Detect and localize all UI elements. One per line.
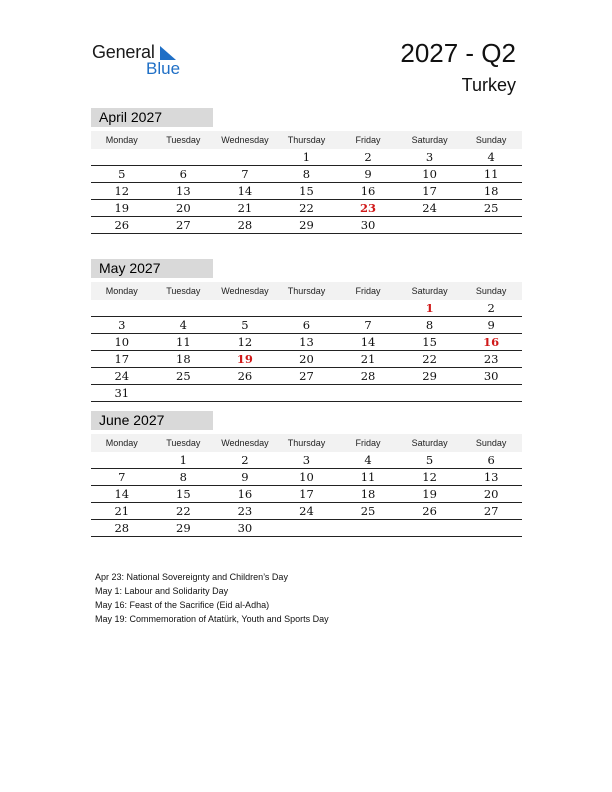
day-cell: 13	[299, 335, 314, 349]
day-cell: 4	[487, 150, 495, 164]
week-row	[91, 351, 522, 368]
weekday-label: Wednesday	[221, 438, 269, 448]
day-cell: 23	[483, 352, 499, 366]
month-may	[91, 259, 522, 402]
holiday-day-cell: 19	[236, 352, 253, 366]
logo-text-general: General	[92, 42, 155, 62]
weekday-label: Sunday	[475, 135, 507, 145]
holiday-day-cell: 1	[425, 301, 434, 315]
weekday-label: Monday	[105, 438, 138, 448]
day-cell: 26	[422, 504, 437, 518]
day-cell: 27	[483, 504, 499, 518]
weekday-label: Monday	[105, 135, 138, 145]
day-cell: 12	[422, 470, 437, 484]
day-cell	[337, 300, 399, 316]
day-cell: 24	[114, 369, 130, 383]
month-name: June 2027	[91, 411, 213, 430]
day-cell: 25	[483, 201, 499, 215]
day-cell	[214, 385, 276, 401]
day-cell: 31	[114, 386, 130, 400]
weekday-header-row	[91, 282, 522, 300]
weekday-label: Thursday	[287, 135, 326, 145]
weekday-label: Tuesday	[166, 286, 201, 296]
day-cell	[399, 217, 461, 233]
weekday-label: Wednesday	[221, 286, 269, 296]
day-cell: 25	[360, 504, 376, 518]
day-cell: 7	[241, 167, 249, 181]
day-cell	[460, 520, 522, 536]
day-cell: 18	[483, 184, 499, 198]
day-cell: 23	[237, 504, 253, 518]
week-row	[91, 520, 522, 537]
logo-triangle-icon	[160, 46, 176, 60]
month-name: May 2027	[91, 259, 213, 278]
weekday-label: Monday	[105, 286, 138, 296]
day-cell	[337, 385, 399, 401]
day-cell: 27	[299, 369, 314, 383]
holiday-notes	[95, 570, 329, 626]
day-cell: 28	[360, 369, 376, 383]
day-cell: 14	[114, 487, 130, 501]
day-cell: 17	[114, 352, 130, 366]
weekday-label: Thursday	[287, 286, 326, 296]
day-cell: 11	[360, 470, 376, 484]
day-cell: 24	[299, 504, 314, 518]
month-april	[91, 108, 522, 234]
day-cell: 18	[176, 352, 191, 366]
day-cell: 27	[176, 218, 191, 232]
day-cell	[153, 149, 215, 165]
day-cell	[214, 300, 276, 316]
day-cell: 5	[241, 318, 249, 332]
month-name: April 2027	[91, 108, 213, 127]
holiday-note: May 16: Feast of the Sacrifice (Eid al-Adha)	[95, 600, 270, 610]
day-cell: 8	[179, 470, 187, 484]
day-cell	[399, 385, 461, 401]
day-cell: 28	[114, 521, 130, 535]
day-cell: 11	[483, 167, 499, 181]
holiday-note: May 19: Commemoration of Atatürk, Youth and Sports Day	[95, 614, 329, 624]
day-cell: 1	[179, 453, 187, 467]
day-cell: 29	[176, 521, 191, 535]
day-cell: 13	[483, 470, 499, 484]
day-cell: 10	[422, 167, 437, 181]
page-title: 2027 - Q2	[400, 38, 516, 68]
day-cell	[153, 300, 215, 316]
day-cell	[399, 520, 461, 536]
day-cell: 17	[422, 184, 437, 198]
day-cell	[276, 520, 338, 536]
weekday-label: Thursday	[287, 438, 326, 448]
day-cell	[91, 149, 153, 165]
logo-text-blue: Blue	[146, 59, 181, 78]
weekday-label: Saturday	[411, 286, 448, 296]
week-row	[91, 200, 522, 217]
day-cell: 5	[425, 453, 434, 467]
day-cell: 6	[302, 318, 311, 332]
week-row	[91, 149, 522, 166]
day-cell: 14	[237, 184, 253, 198]
day-cell: 26	[114, 218, 130, 232]
weekday-label: Saturday	[411, 135, 448, 145]
day-cell: 30	[483, 369, 499, 383]
weekday-header-row	[91, 131, 522, 149]
weekday-label: Friday	[355, 438, 381, 448]
day-cell: 21	[114, 504, 130, 518]
weekday-label: Tuesday	[166, 438, 201, 448]
day-cell: 3	[425, 150, 434, 164]
day-cell: 1	[302, 150, 311, 164]
holiday-day-cell: 23	[360, 201, 377, 215]
day-cell: 2	[364, 150, 372, 164]
day-cell: 12	[237, 335, 253, 349]
day-cell: 20	[176, 201, 191, 215]
day-cell: 30	[360, 218, 376, 232]
day-cell: 22	[422, 352, 437, 366]
day-cell: 8	[425, 318, 434, 332]
weekday-label: Wednesday	[221, 135, 269, 145]
week-row	[91, 486, 522, 503]
day-cell	[153, 385, 215, 401]
day-cell	[276, 300, 338, 316]
day-cell: 9	[487, 318, 495, 332]
day-cell: 13	[176, 184, 191, 198]
day-cell: 21	[360, 352, 376, 366]
month-june	[91, 411, 522, 537]
weekday-label: Sunday	[475, 286, 507, 296]
day-cell: 10	[299, 470, 314, 484]
day-cell	[276, 385, 338, 401]
holiday-note: Apr 23: National Sovereignty and Children’s Day	[95, 572, 288, 582]
day-cell: 6	[487, 453, 495, 467]
week-row	[91, 183, 522, 200]
weekday-label: Saturday	[411, 438, 448, 448]
day-cell: 21	[237, 201, 253, 215]
week-row	[91, 300, 522, 317]
day-cell	[460, 385, 522, 401]
day-cell: 30	[237, 521, 253, 535]
day-cell: 12	[114, 184, 130, 198]
day-cell: 24	[422, 201, 437, 215]
day-cell: 15	[299, 184, 314, 198]
weekday-label: Sunday	[475, 438, 507, 448]
day-cell: 9	[364, 167, 372, 181]
holiday-note: May 1: Labour and Solidarity Day	[95, 586, 229, 596]
day-cell: 9	[241, 470, 249, 484]
day-cell: 29	[299, 218, 314, 232]
day-cell: 15	[176, 487, 191, 501]
weekday-label: Friday	[355, 135, 381, 145]
day-cell	[91, 300, 153, 316]
day-cell: 19	[422, 487, 437, 501]
day-cell: 16	[237, 487, 253, 501]
holiday-day-cell: 16	[483, 335, 500, 349]
day-cell: 14	[360, 335, 376, 349]
day-cell: 7	[118, 470, 126, 484]
day-cell: 29	[422, 369, 437, 383]
day-cell: 4	[179, 318, 187, 332]
day-cell	[91, 452, 153, 468]
week-row	[91, 368, 522, 385]
day-cell: 11	[176, 335, 191, 349]
day-cell: 26	[237, 369, 253, 383]
day-cell: 25	[176, 369, 191, 383]
week-row	[91, 452, 522, 469]
day-cell: 6	[179, 167, 187, 181]
week-row	[91, 317, 522, 334]
day-cell: 16	[360, 184, 376, 198]
day-cell: 15	[422, 335, 437, 349]
day-cell: 22	[176, 504, 191, 518]
week-row	[91, 166, 522, 183]
day-cell: 22	[299, 201, 314, 215]
day-cell: 18	[360, 487, 376, 501]
day-cell: 5	[118, 167, 126, 181]
weekday-label: Friday	[355, 286, 381, 296]
day-cell: 19	[114, 201, 130, 215]
brand-logo	[92, 40, 192, 80]
day-cell: 17	[299, 487, 314, 501]
week-row	[91, 503, 522, 520]
day-cell: 3	[118, 318, 126, 332]
weekday-header-row	[91, 434, 522, 452]
day-cell: 10	[114, 335, 130, 349]
week-row	[91, 385, 522, 402]
week-row	[91, 217, 522, 234]
day-cell: 20	[299, 352, 314, 366]
day-cell: 2	[487, 301, 495, 315]
day-cell	[337, 520, 399, 536]
day-cell: 8	[302, 167, 311, 181]
day-cell: 3	[302, 453, 311, 467]
country-name: Turkey	[461, 75, 516, 95]
day-cell: 20	[483, 487, 499, 501]
weekday-label: Tuesday	[166, 135, 201, 145]
day-cell: 28	[237, 218, 253, 232]
day-cell: 7	[364, 318, 372, 332]
day-cell: 2	[241, 453, 249, 467]
day-cell	[460, 217, 522, 233]
day-cell: 4	[364, 453, 372, 467]
day-cell	[214, 149, 276, 165]
week-row	[91, 334, 522, 351]
week-row	[91, 469, 522, 486]
